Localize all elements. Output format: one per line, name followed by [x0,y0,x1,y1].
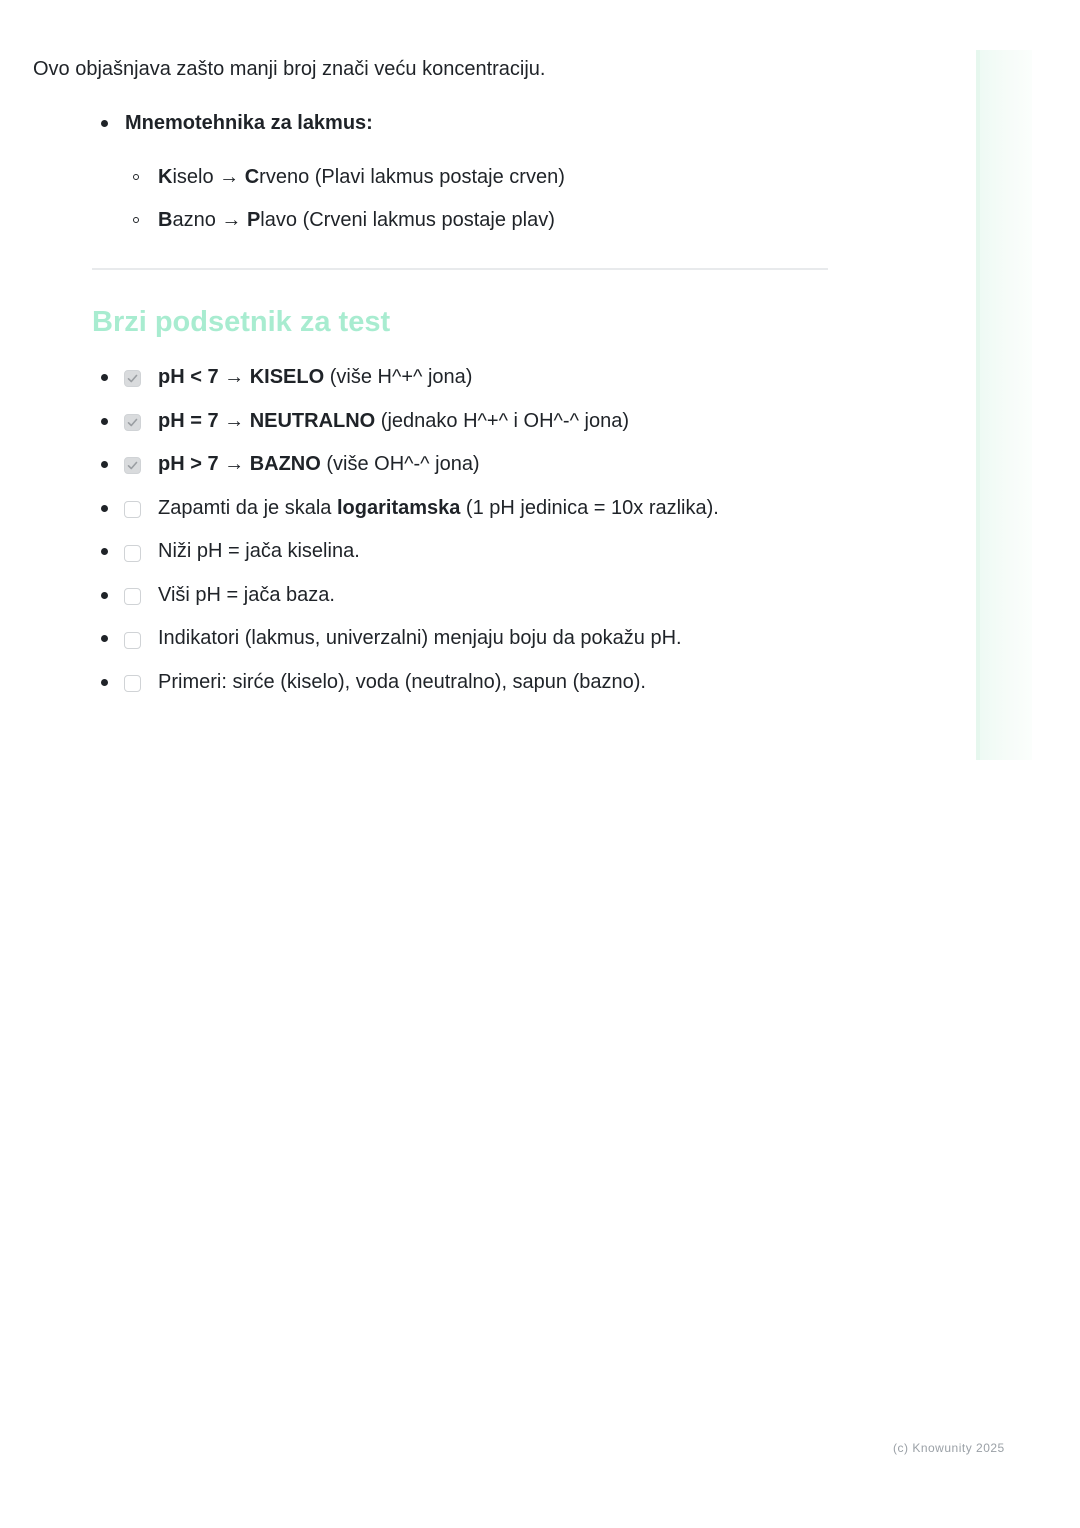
bullet-dot [101,592,108,599]
checkbox-unchecked[interactable] [124,545,141,562]
mnemonic-title: Mnemotehnika za lakmus: [125,112,373,134]
mnemonic-item-acid: Kiselo → Crveno (Plavi lakmus postaje crven) [158,166,565,188]
checklist-item: Niži pH = jača kiselina. [158,540,360,562]
bullet-dot [101,461,108,468]
bullet-dot [101,679,108,686]
checklist-item: Indikatori (lakmus, univerzalni) menjaju boju da pokažu pH. [158,627,682,649]
bullet-dot [101,635,108,642]
check-icon [126,416,139,429]
copyright-footer: (c) Knowunity 2025 [893,1441,1005,1455]
check-icon [126,459,139,472]
side-decoration-strip [976,50,1032,760]
checkbox-unchecked[interactable] [124,675,141,692]
section-heading: Brzi podsetnik za test [92,306,391,338]
checklist-item: pH = 7 → NEUTRALNO (jednako H^+^ i OH^-^ jona) [158,410,629,432]
bullet-dot [101,505,108,512]
checkbox-checked[interactable] [124,370,141,387]
checkbox-unchecked[interactable] [124,501,141,518]
bullet-dot [101,418,108,425]
checklist-item: Viši pH = jača baza. [158,584,335,606]
sub-bullet-circle [133,174,139,180]
section-divider [92,268,828,270]
checklist-item: pH > 7 → BAZNO (više OH^-^ jona) [158,453,480,475]
intro-paragraph: Ovo objašnjava zašto manji broj znači veću koncentraciju. [33,58,546,80]
check-icon [126,372,139,385]
bullet-dot [101,548,108,555]
checkbox-checked[interactable] [124,414,141,431]
checkbox-unchecked[interactable] [124,632,141,649]
bullet-dot [101,120,108,127]
checkbox-unchecked[interactable] [124,588,141,605]
bullet-dot [101,374,108,381]
checkbox-checked[interactable] [124,457,141,474]
sub-bullet-circle [133,217,139,223]
mnemonic-item-base: Bazno → Plavo (Crveni lakmus postaje plav) [158,209,555,231]
checklist-item: Primeri: sirće (kiselo), voda (neutralno), sapun (bazno). [158,671,646,693]
checklist-item: Zapamti da je skala logaritamska (1 pH jedinica = 10x razlika). [158,497,719,519]
checklist-item: pH < 7 → KISELO (više H^+^ jona) [158,366,473,388]
